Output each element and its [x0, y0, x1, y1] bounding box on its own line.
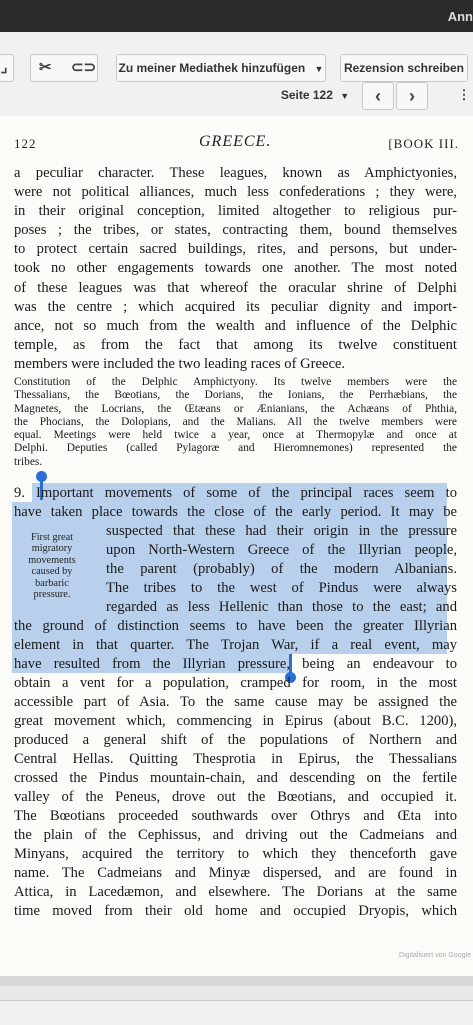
next-page-button[interactable] — [396, 82, 428, 110]
text-line: Central Hellas. Quitting Thesprotia in Epirus, the Thessalians — [14, 751, 457, 767]
text-line: Attica, in Lacedæmon, and elsewhere. The Dorians at the same — [14, 884, 457, 900]
text-line: accessible part of Asia. To the same cause may be assigned the — [14, 694, 457, 710]
bracket-icon: ⌟ — [0, 59, 8, 76]
prev-page-button[interactable] — [362, 82, 394, 110]
text-line: the ground of distinction seems to have been the greater Illyrian — [14, 618, 457, 634]
text-line: poses ; the tribes, or states, contracting them, bound themselves — [14, 222, 457, 239]
settings-icon: ⋮ — [457, 87, 471, 102]
partial-button[interactable] — [0, 54, 14, 82]
text-line: upon North-Western Greece of the Illyrian people, — [106, 542, 457, 558]
link-icon[interactable]: ⊂⊃ — [71, 59, 97, 76]
text-line: crossed the Pindus mountain-chain, and descending on the fertile — [14, 770, 457, 786]
reader-area — [0, 116, 473, 986]
margin-note-line: pressure. — [33, 589, 71, 601]
note-line: Magnetes, the Locrians, the Œtæans or Ænianians, the Achæans of Phthia, — [14, 402, 457, 415]
write-review-button[interactable] — [340, 54, 468, 82]
dropdown-arrow-icon: ▼ — [340, 91, 350, 101]
add-library-button[interactable] — [116, 54, 326, 82]
margin-note-line: First great — [30, 532, 74, 543]
note-line: Delphi. Deputies (called Pylagoræ and Hieromnemones) represented the — [14, 442, 457, 455]
note-line: Constitution of the Delphic Amphictyony. Its twelve members were the — [14, 376, 457, 388]
page-select[interactable] — [272, 82, 358, 110]
margin-note-line: movements — [28, 554, 76, 566]
page-select-label: Seite 122 — [280, 88, 333, 102]
note-line: tribes. — [14, 455, 43, 468]
margin-note-line: caused by — [31, 566, 73, 578]
text-line: ance, not so much from the wealth and influence of the Delphic — [14, 317, 457, 334]
paragraph-migrations — [14, 484, 457, 924]
book-marker: [BOOK III. — [388, 136, 459, 151]
text-line: regarded as less Hellenic than those to the east; and — [106, 599, 457, 615]
text-line: suspected that these had their origin in the pressure — [106, 523, 457, 539]
text-line: members were included the two leading races of Greece. — [14, 355, 346, 372]
text-line: The Bœotians proceeded southwards over Othrys and Œta into — [14, 808, 457, 824]
note-line: Thessalians, the Bœotians, the Dorians, the Ionians, the Perrhæbians, the — [14, 389, 457, 402]
text-line: have resulted from the Illyrian pressure, being an endeavour to — [14, 656, 457, 672]
paragraph-amphictyonies — [14, 164, 457, 374]
margin-note-line: barbaric — [35, 577, 69, 589]
clip-link-group — [30, 54, 98, 82]
text-line: in their original conception, limited altogether to religious pur- — [14, 203, 457, 220]
page-number: 122 — [14, 136, 37, 151]
text-line: obtain a vent for a population, cramped for room, in the most — [14, 675, 457, 691]
text-line: the parent (probably) of the modern Albanians. — [106, 561, 457, 577]
text-line: name. The Cadmeians and Minyæ dispersed, and are found in — [14, 865, 457, 881]
top-bar — [0, 0, 473, 32]
text-line: element in that quarter. The Trojan War, if a real event, may — [14, 637, 457, 653]
text-line: a peculiar character. These leagues, known as Amphictyonies, — [14, 165, 457, 181]
text-line: produced a general shift of the populations of Northern and — [14, 732, 457, 748]
margin-note-line: migratory — [31, 543, 73, 555]
digitized-watermark: Digitalisiert von Google — [399, 952, 471, 959]
footnote-constitution — [14, 376, 457, 469]
text-line: temple, as from the fact that among its twelve constituent — [14, 336, 457, 353]
note-line: the Phocians, the Dolopians, and the Malians. All the twelve members were — [14, 415, 457, 428]
text-line: took no other engagements towards one another. The most noted — [14, 260, 457, 277]
running-title: GREECE. — [199, 133, 272, 150]
text-line: time moved from their old home and occupied Dryopis, which — [14, 903, 457, 919]
dropdown-arrow-icon: ▼ — [314, 64, 324, 74]
text-line: 9. Important movements of some of the principal races seem to — [14, 485, 457, 501]
settings-button[interactable] — [452, 82, 473, 110]
text-line: of these leagues was that whereof the oracular shrine of Delphi — [14, 279, 457, 296]
toolbar — [0, 32, 473, 117]
note-line: equal. Meetings were held twice a year, once at Thermopylæ and once at — [14, 429, 457, 442]
text-line: have taken place towards the close of the early period. It may be — [14, 504, 457, 520]
account-label[interactable]: Ann — [447, 9, 473, 24]
text-line: Minyans, acquired the territory to which they thenceforth gave — [14, 846, 457, 862]
chevron-right-icon: › — [409, 86, 415, 106]
text-line: to protect certain sacred buildings, rites, and persons, but under- — [14, 241, 457, 258]
text-line: the plain of the Cephissus, and driving out the Cadmeians and — [14, 827, 457, 843]
text-line: The tribes to the west of Pindus were always — [106, 580, 457, 596]
text-line: great movement which, commencing in Epirus (about B.C. 1200), — [14, 713, 457, 729]
write-review-label: Rezension schreiben — [343, 61, 465, 75]
book-page — [0, 116, 473, 976]
chevron-left-icon: ‹ — [375, 86, 381, 106]
clip-icon[interactable]: ✂ — [39, 59, 52, 76]
text-line: were not political alliances, much less confederations ; they were, — [14, 184, 457, 201]
bottom-bar — [0, 1000, 473, 1025]
text-line: valley of the Peneus, drove out the Bœotians, and occupied it. — [14, 789, 457, 805]
add-library-label: Zu meiner Mediathek hinzufügen — [118, 61, 306, 75]
text-line: was the centre ; which acquired its peculiar dignity and import- — [14, 298, 457, 315]
